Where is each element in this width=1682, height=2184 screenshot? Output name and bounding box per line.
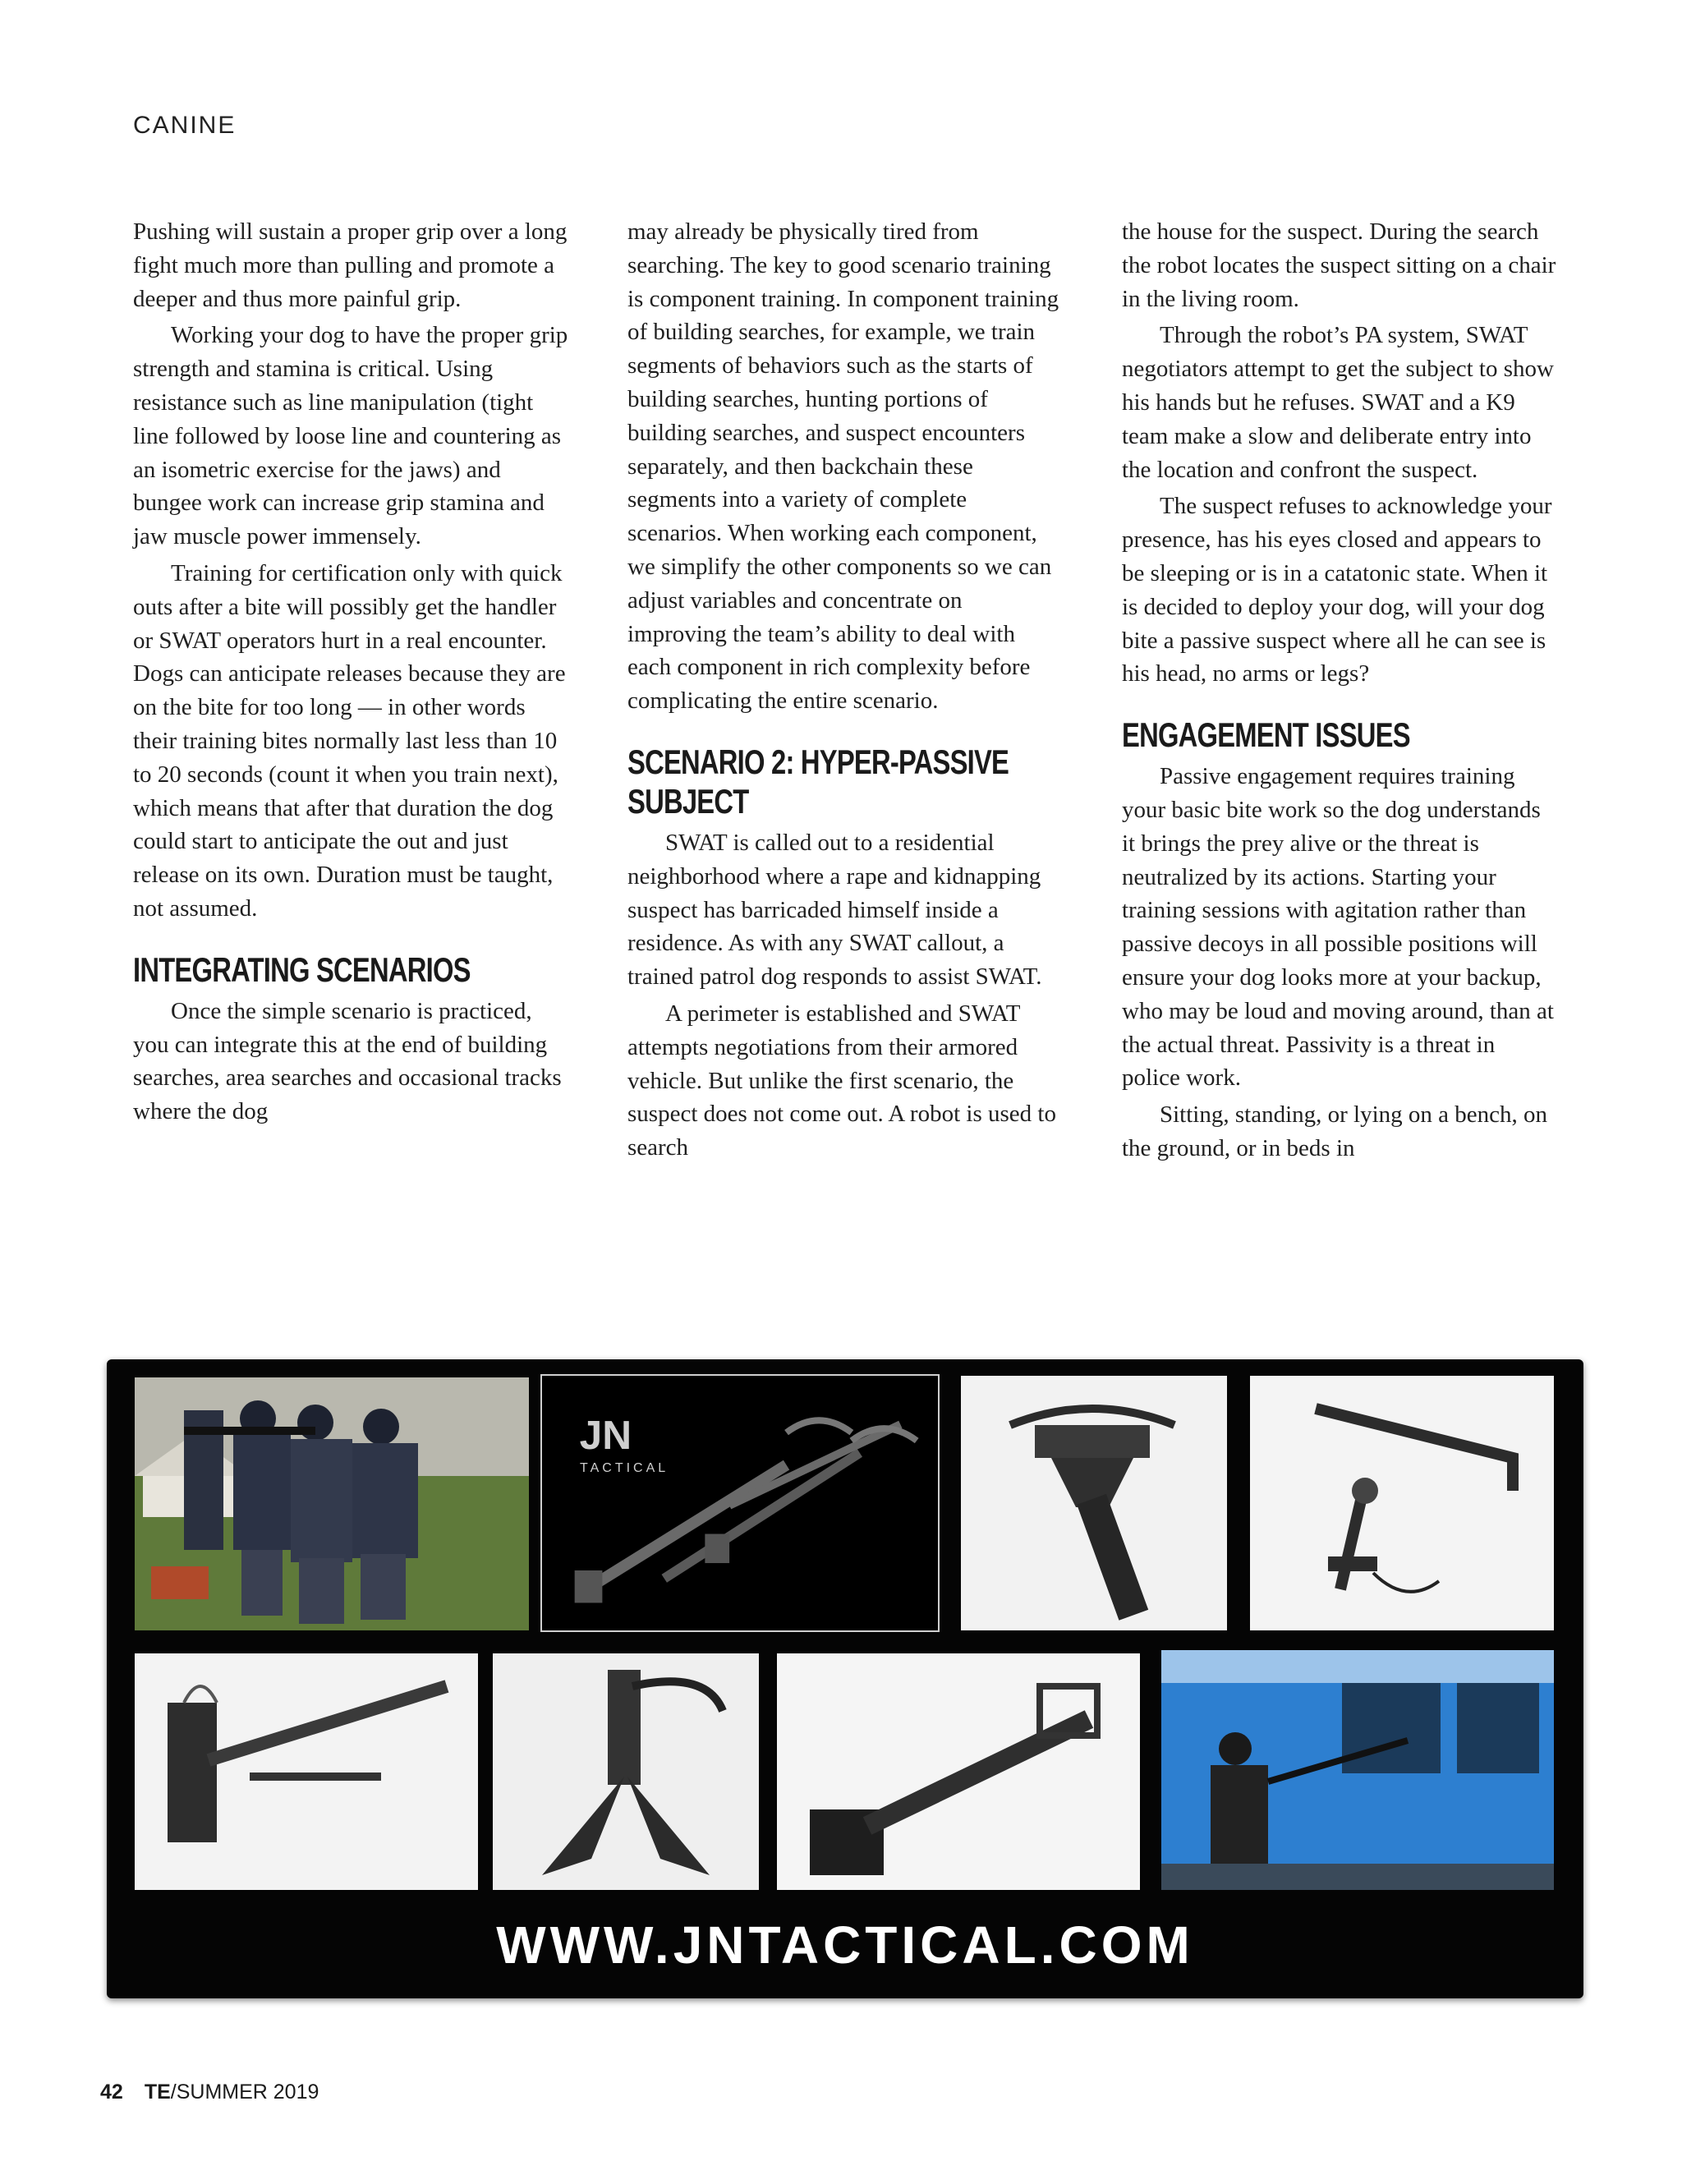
article-column-3 (1122, 215, 1557, 1169)
subheading-engagement-issues: ENGAGEMENT ISSUES (1122, 715, 1410, 755)
magazine-name: TE (144, 2081, 171, 2104)
section-label: CANINE (133, 112, 237, 139)
paragraph: SWAT is called out to a residential neighborhood where a rape and kidnapping suspect has barricaded himself inside a residence. As with any SWAT callout, a trained patrol dog responds to assist SWAT. (627, 829, 1042, 991)
paragraph: Working your dog to have the proper grip strength and stamina is critical. Using resistance such as line manipulation (tight line followed by loose line and countering as an isometric exercise for the jaws) and bungee work can increase grip stamina and jaw muscle power immensely. (133, 322, 568, 550)
robot-pole-photo-3 (135, 1653, 478, 1890)
article-column-1 (133, 215, 568, 1132)
paragraph: the house for the suspect. During the search the robot locates the suspect sitting on a chair in the living room. (1122, 218, 1556, 312)
paragraph: Once the simple scenario is practiced, you can integrate this at the end of building searches, area searches and occasional tracks where the dog (133, 997, 562, 1125)
jn-tactical-logo-tile (540, 1374, 940, 1632)
advertiser-website-link[interactable]: WWW.JNTACTICAL.COM (496, 1915, 1194, 1975)
svg-text:JN: JN (579, 1412, 632, 1458)
swat-team-photo (135, 1377, 529, 1630)
paragraph: A perimeter is established and SWAT attempts negotiations from their armored vehicle. But unlike the first scenario, the suspect does not come out. A robot is used to search (627, 1000, 1056, 1161)
robot-pole-photo-1 (961, 1376, 1227, 1630)
paragraph: Training for certification only with quick outs after a bite will possibly get the handler or SWAT operators hurt in a real encounter. Dogs can anticipate releases because they are on the bite for too long — in other words their training bites normally last less than 10 to 20 seconds (count it when you train next), which means that after that duration the dog could start to anticipate the out and just release on its own. Duration must be taught, not assumed. (133, 559, 566, 922)
page-footer (100, 2081, 319, 2104)
paragraph: The suspect refuses to acknowledge your presence, has his eyes closed and appears to be sleeping or is in a catatonic state. When it is decided to deploy your dog, will your dog bite a passive suspect where all he can see is his head, no arms or legs? (1122, 493, 1552, 687)
robot-pole-photo-2 (1250, 1376, 1554, 1630)
swat-deployment-photo (1161, 1650, 1554, 1890)
robot-pole-photo-5 (777, 1653, 1140, 1890)
paragraph: Through the robot’s PA system, SWAT negotiators attempt to get the subject to show his hands but he refuses. SWAT and a K9 team make a slow and deliberate entry into the location and confront the suspect. (1122, 322, 1554, 483)
jn-tactical-logo-text: TACTICAL (580, 1461, 669, 1475)
subheading-scenario-2: SCENARIO 2: HYPER-PASSIVE SUBJECT (627, 742, 1009, 821)
subheading-integrating-scenarios: INTEGRATING SCENARIOS (133, 949, 471, 989)
page-number: 42 (100, 2081, 123, 2104)
article-column-2 (627, 215, 1063, 1168)
paragraph: may already be physically tired from searching. The key to good scenario training is component training. In component training of building searches, for example, we train segments of behaviors such as the starts of building searches, hunting portions of building searches, and suspect encounters separately, and then backchain these segments into a variety of complete scenarios. When working each component, we simplify the other components so we can adjust variables and concentrate on improving the team’s ability to deal with each component in rich complexity before complicating the entire scenario. (627, 218, 1059, 715)
paragraph: Pushing will sustain a proper grip over a long fight much more than pulling and promote a deeper and thus more painful grip. (133, 218, 568, 312)
issue-date: /SUMMER 2019 (170, 2081, 319, 2104)
jn-tactical-advertisement[interactable] (107, 1359, 1583, 1998)
robot-pole-photo-4 (493, 1653, 759, 1890)
paragraph: Passive engagement requires training your basic bite work so the dog understands it brings the prey alive or the threat is neutralized by its actions. Starting your training sessions with agitation rather than passive decoys in all possible positions will ensure your dog looks more at your backup, who may be loud and moving around, than at the actual threat. Passivity is a threat in police work. (1122, 763, 1554, 1092)
paragraph: Sitting, standing, or lying on a bench, on the ground, or in beds in (1122, 1101, 1548, 1161)
